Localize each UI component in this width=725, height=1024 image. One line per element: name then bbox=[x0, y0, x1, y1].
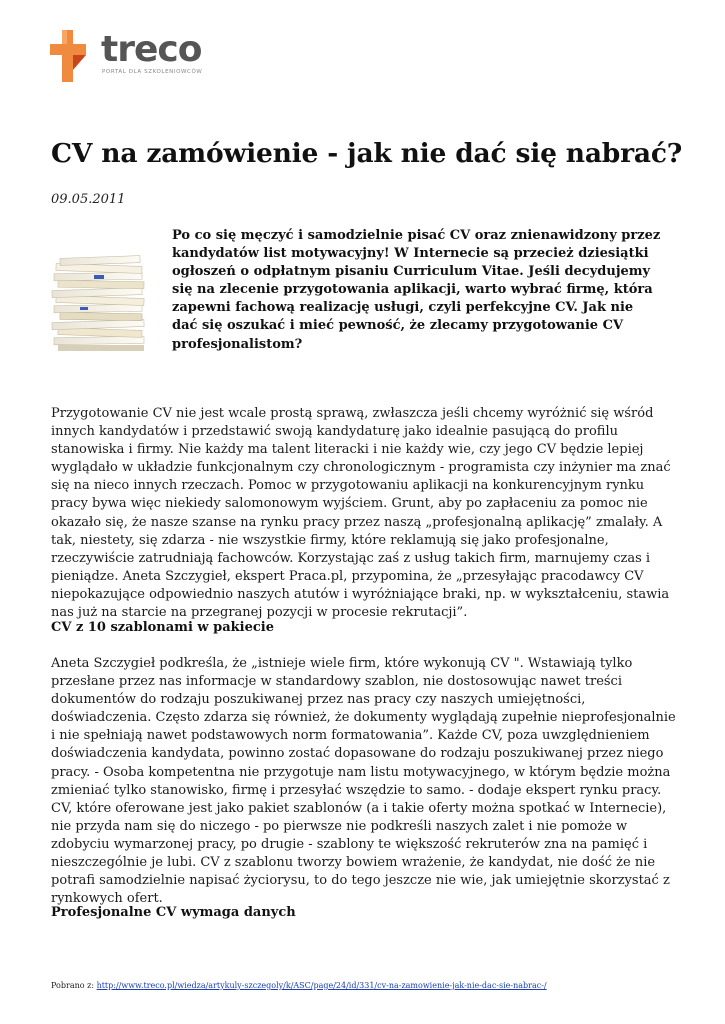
article-date: 09.05.2011 bbox=[51, 192, 126, 207]
brand-tagline: PORTAL DLA SZKOLENIOWCÓW bbox=[102, 69, 203, 75]
section-heading: Profesjonalne CV wymaga danych bbox=[51, 905, 296, 920]
article-title: CV na zamówienie - jak nie dać się nabrać? bbox=[51, 138, 683, 169]
footer-prefix: Pobrano z: bbox=[51, 981, 97, 990]
article-paragraph: Przygotowanie CV nie jest wcale prostą sprawą, zwłaszcza jeśli chcemy wyróżnić się wśród innych kandydatów i przedstawić swoją kandydaturę jako idealnie pasującą do profilu stanowiska i firmy. Nie każdy ma talent literacki i nie każdy wie, czy jego CV będzie lepiej wyglądało w układzie funkcjonalnym czy chronologicznym - programista czy inżynier ma znać się na nieco innych rzeczach. Pomoc w przygotowaniu aplikacji na konkurencyjnym rynku pracy bywa więc niekiedy salomonowym wyjściem. Grunt, aby po zapłaceniu za pomoc nie okazało się, że nasze szanse na rynku pracy przez naszą „profesjonalną aplikację” zmalały. A tak, niestety, się zdarza - nie wszystkie firmy, które reklamują się jako profesjonalne, rzeczywiście zatrudniają fachowców. Korzystając zaś z usług takich firm, marnujemy czas i pieniądze. Aneta Szczygieł, ekspert Praca.pl, przypomina, że „przesyłając pracodawcy CV niepokazujące odpowiednio naszych atutów i wyróżniające braki, np. w wykształceniu, stawia nas już na starcie na przegranej pozycji w procesie rekrutacji”. bbox=[51, 406, 671, 621]
treco-logo[interactable] bbox=[50, 30, 220, 82]
article-lead: Po co się męczyć i samodzielnie pisać CV oraz znienawidzony przez kandydatów list motywacyjny! W Internecie są przecież dziesiątki ogłoszeń o odpłatnym pisaniu Curriculum Vitae. Jeśli decydujemy się na zlecenie przygotowania aplikacji, warto wybrać firmę, która zapewni fachową realizację usługi, czyli perfekcyjne CV. Jak nie dać się oszukać i mieć pewność, że zlecamy przygotowanie CV profesjonalistom? bbox=[172, 228, 661, 352]
source-link[interactable]: http://www.treco.pl/wiedza/artykuly-szczegoly/k/ASC/page/24/id/331/cv-na-zamowienie-jak-nie-dac-sie-nabrac-/ bbox=[96, 981, 547, 990]
section-heading: CV z 10 szablonami w pakiecie bbox=[51, 620, 274, 635]
article-paragraph: Aneta Szczygieł podkreśla, że „istnieje wiele firm, które wykonują CV ". Wstawiają tylko przesłane przez nas informacje w standardowy szablon, nie dostosowując nawet treści dokumentów do rodzaju poszukiwanej przez nas pracy czy naszych umiejętności, doświadczenia. Często zdarza się również, że dokumenty wyglądają zupełnie nieprofesjonalnie i nie spełniają nawet podstawowych norm formatowania”. Każde CV, poza uwzględnieniem doświadczenia kandydata, powinno zostać dopasowane do rodzaju poszukiwanej przez niego pracy. - Osoba kompetentna nie przygotuje nam listu motywacyjnego, w którym będzie można zmieniać tylko stanowisko, firmę i przesyłać wszędzie to samo. - dodaje ekspert rynku pracy. CV, które oferowane jest jako pakiet szablonów (a i takie oferty można spotkać w Internecie), nie przyda nam się do niczego - po pierwsze nie podkreśli naszych zalet i nie pomoże w zdobyciu wymarzonej pracy, po drugie - szablony te większość rekruterów zna na pamięć i nieszczególnie je lubi. CV z szablonu tworzy bowiem wrażenie, że kandydat, nie dość że nie potrafi samodzielnie napisać życiorysu, to do tego jeszcze nie wie, jak umiejętnie skorzystać z rynkowych ofert. bbox=[51, 656, 676, 907]
brand-name: treco bbox=[101, 29, 202, 70]
paper-stack-image bbox=[50, 245, 150, 357]
footer-source bbox=[51, 981, 547, 990]
treco-cross-icon bbox=[50, 30, 94, 82]
